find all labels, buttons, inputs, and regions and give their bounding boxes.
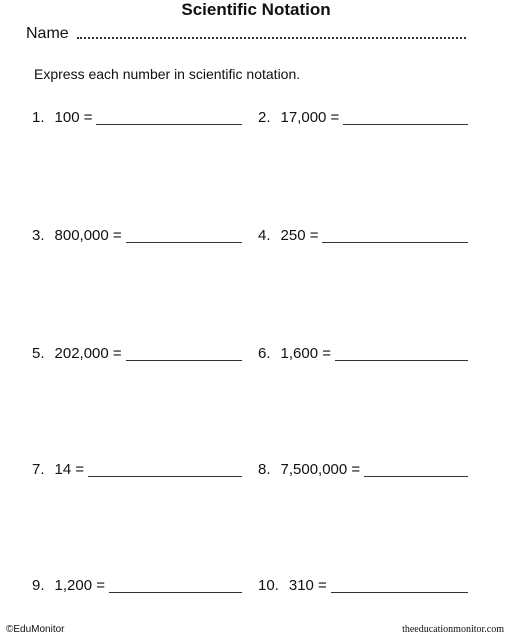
problem-1: [32, 106, 242, 128]
problem-value: 100 =: [54, 109, 93, 126]
instructions-text: Express each number in scientific notation.: [34, 66, 301, 82]
answer-blank[interactable]: [364, 476, 468, 477]
problem-value: 1,600 =: [280, 345, 331, 362]
problem-number: 1.: [32, 109, 45, 126]
problem-value: 14 =: [54, 461, 85, 478]
problem-number: 3.: [32, 227, 45, 244]
name-field-row: [26, 22, 466, 44]
problem-value: 1,200 =: [54, 577, 105, 594]
problem-7: [32, 458, 242, 480]
problem-number: 5.: [32, 345, 45, 362]
problem-number: 9.: [32, 577, 45, 594]
website-footer: theeducationmonitor.com: [402, 624, 504, 635]
answer-blank[interactable]: [126, 360, 242, 361]
problem-number: 10.: [258, 577, 279, 594]
problem-number: 7.: [32, 461, 45, 478]
answer-blank[interactable]: [109, 592, 242, 593]
answer-blank[interactable]: [96, 124, 242, 125]
problem-3: [32, 224, 242, 246]
problem-2: [258, 106, 468, 128]
answer-blank[interactable]: [322, 242, 468, 243]
problem-number: 8.: [258, 461, 271, 478]
problem-value: 7,500,000 =: [280, 461, 361, 478]
answer-blank[interactable]: [335, 360, 468, 361]
problem-value: 800,000 =: [54, 227, 122, 244]
problem-6: [258, 342, 468, 364]
problem-number: 2.: [258, 109, 271, 126]
problem-5: [32, 342, 242, 364]
copyright-footer: ©EduMonitor: [6, 624, 65, 635]
problem-number: 6.: [258, 345, 271, 362]
name-label: Name: [26, 25, 69, 42]
problem-value: 202,000 =: [54, 345, 122, 362]
name-dotted-line[interactable]: [77, 37, 466, 39]
answer-blank[interactable]: [343, 124, 468, 125]
problem-9: [32, 574, 242, 596]
worksheet-title: Scientific Notation: [181, 0, 331, 19]
problem-value: 17,000 =: [280, 109, 340, 126]
problem-10: [258, 574, 468, 596]
problem-value: 310 =: [288, 577, 327, 594]
answer-blank[interactable]: [126, 242, 242, 243]
answer-blank[interactable]: [88, 476, 242, 477]
problem-number: 4.: [258, 227, 271, 244]
problem-value: 250 =: [280, 227, 319, 244]
problem-8: [258, 458, 468, 480]
answer-blank[interactable]: [331, 592, 468, 593]
problem-4: [258, 224, 468, 246]
